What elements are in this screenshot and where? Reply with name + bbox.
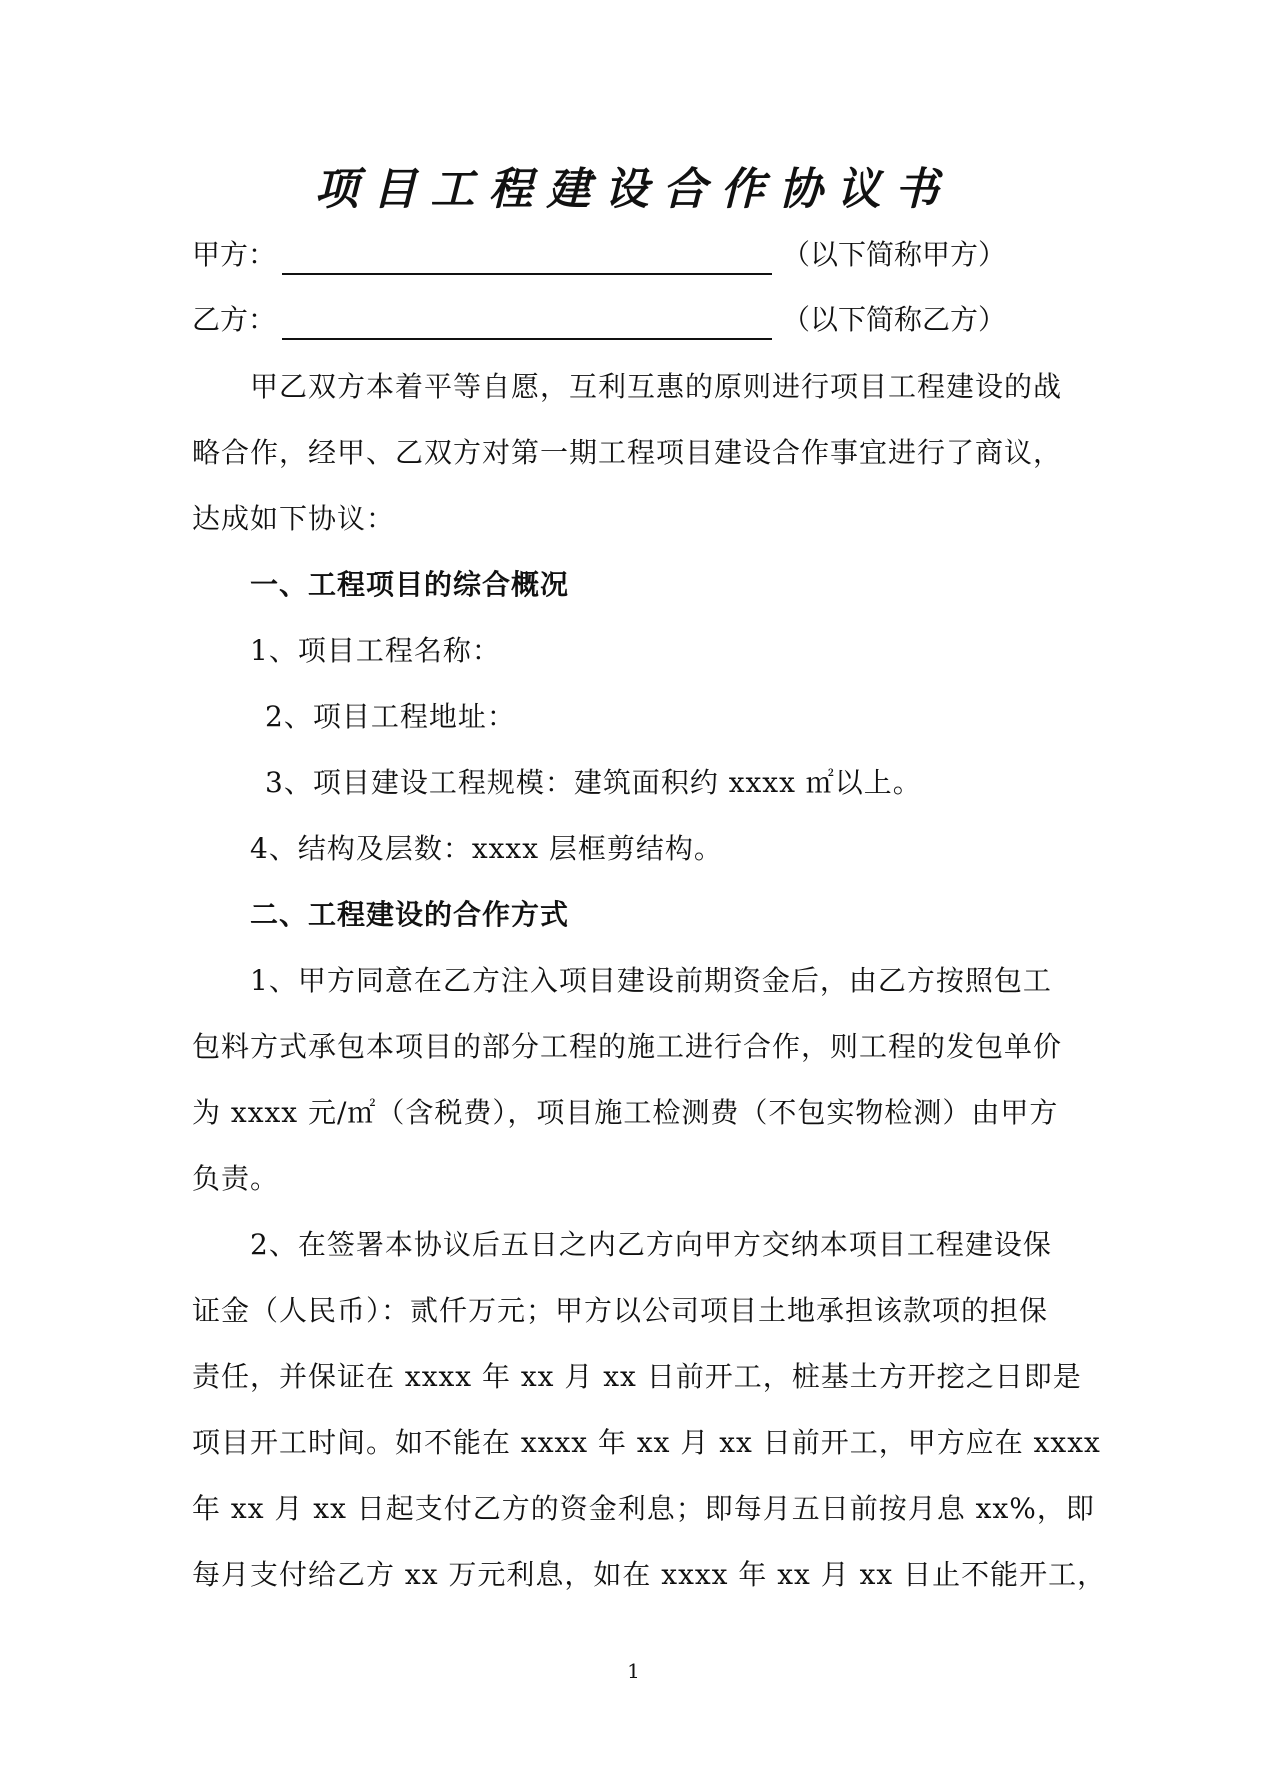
party-a-blank-line [282,243,772,275]
intro-line: 甲乙双方本着平等自愿，互利互惠的原则进行项目工程建设的战 [250,370,1063,403]
party-a-suffix: （以下简称甲方） [782,238,1007,271]
section1-heading: 一、工程项目的综合概况 [250,568,570,601]
intro-line: 略合作，经甲、乙双方对第一期工程项目建设合作事宜进行了商议， [192,436,1063,469]
party-b-blank-line [282,308,772,340]
section2-para2-line: 项目开工时间。如不能在 xxxx 年 xx 月 xx 日前开工，甲方应在 xxxx [192,1426,1101,1459]
section2-para1-line: 负责。 [192,1162,280,1195]
section1-item: 3、项目建设工程规模：建筑面积约 xxxx ㎡以上。 [265,766,922,799]
party-b-suffix: （以下简称乙方） [782,303,1007,336]
section2-heading: 二、工程建设的合作方式 [250,898,570,931]
section1-item: 2、项目工程地址： [265,700,516,733]
section2-para2-line: 年 xx 月 xx 日起支付乙方的资金利息；即每月五日前按月息 xx%，即 [192,1492,1095,1525]
section2-para2-line: 责任，并保证在 xxxx 年 xx 月 xx 日前开工，桩基土方开挖之日即是 [192,1360,1082,1393]
section2-para1-line: 1、甲方同意在乙方注入项目建设前期资金后，由乙方按照包工 [250,964,1052,997]
section1-item: 4、结构及层数：xxxx 层框剪结构。 [250,832,723,865]
section2-para1-line: 为 xxxx 元/㎡（含税费），项目施工检测费（不包实物检测）由甲方 [192,1096,1059,1129]
document-title: 项目工程建设合作协议书 [314,164,953,215]
party-a-row [192,235,1006,275]
section2-para1-line: 包料方式承包本项目的部分工程的施工进行合作，则工程的发包单价 [192,1030,1063,1063]
party-b-row [192,300,1006,340]
party-b-label: 乙方： [192,303,277,336]
section2-para2-line: 2、在签署本协议后五日之内乙方向甲方交纳本项目工程建设保 [250,1228,1052,1261]
section2-para2-line: 证金（人民币）：贰仟万元；甲方以公司项目土地承担该款项的担保 [192,1294,1049,1327]
intro-line: 达成如下协议： [192,502,396,535]
section2-para2-line: 每月支付给乙方 xx 万元利息，如在 xxxx 年 xx 月 xx 日止不能开工， [192,1558,1107,1591]
page-number: 1 [627,1659,640,1683]
section1-item: 1、项目工程名称： [250,634,501,667]
party-a-label: 甲方： [192,238,277,271]
